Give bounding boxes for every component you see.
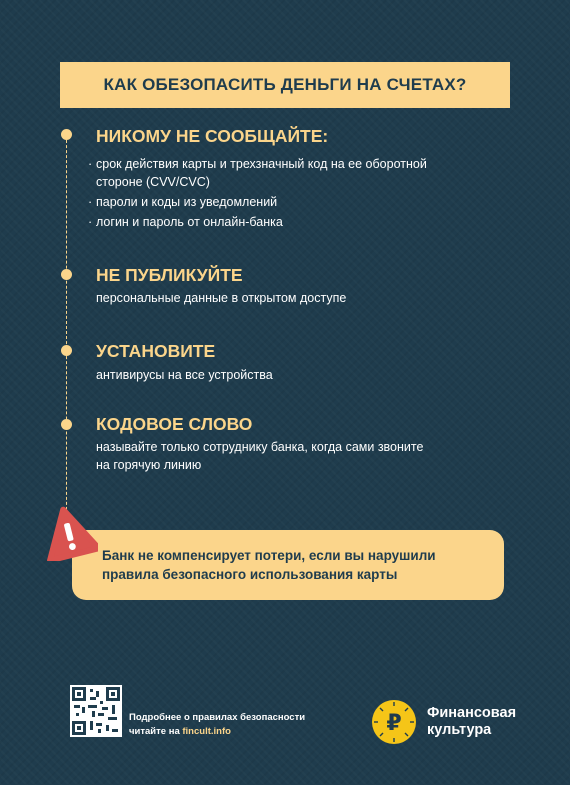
- timeline-dot: [61, 269, 72, 280]
- warning-icon: [40, 505, 98, 561]
- brand-logo-text: Финансовая культура: [427, 705, 517, 738]
- warning-box: [72, 530, 504, 600]
- timeline-dot: [61, 129, 72, 140]
- timeline-line: [66, 130, 67, 530]
- section-text: называйте только сотруднику банка, когда сами звоните: [96, 440, 424, 454]
- section-title-code-word: КОДОВОЕ СЛОВО: [96, 414, 253, 434]
- qr-code[interactable]: [70, 685, 122, 737]
- qr-code-icon: [72, 687, 120, 735]
- section-title-install: УСТАНОВИТЕ: [96, 341, 216, 361]
- timeline-dot: [61, 345, 72, 356]
- footer-note: Подробнее о правилах безопасности читайте на fincult.info: [129, 712, 306, 737]
- section-title-do-not-share: НИКОМУ НЕ СООБЩАЙТЕ:: [96, 126, 329, 146]
- list-item: · логин и пароль от онлайн-банка: [88, 215, 283, 229]
- ruble-coin-icon: [370, 698, 418, 746]
- page-title: КАК ОБЕЗОПАСИТЬ ДЕНЬГИ НА СЧЕТАХ?: [103, 75, 467, 94]
- fincult-link[interactable]: fincult.info: [182, 726, 231, 737]
- section-text: антивирусы на все устройства: [96, 368, 273, 382]
- list-item: · срок действия карты и трехзначный код на ее оборотной: [88, 157, 427, 171]
- warning-text: Банк не компенсирует потери, если вы нарушили правила безопасного использования карты: [102, 548, 436, 582]
- section-text: персональные данные в открытом доступе: [96, 291, 347, 305]
- section-text: на горячую линию: [96, 458, 202, 472]
- list-item: · пароли и коды из уведомлений: [88, 195, 278, 209]
- list-item-continuation: стороне (CVV/CVC): [96, 175, 210, 189]
- timeline-dot: [61, 419, 72, 430]
- header-banner: [60, 62, 510, 108]
- ruble-symbol: ₽: [386, 711, 402, 736]
- section-title-do-not-publish: НЕ ПУБЛИКУЙТЕ: [96, 265, 243, 285]
